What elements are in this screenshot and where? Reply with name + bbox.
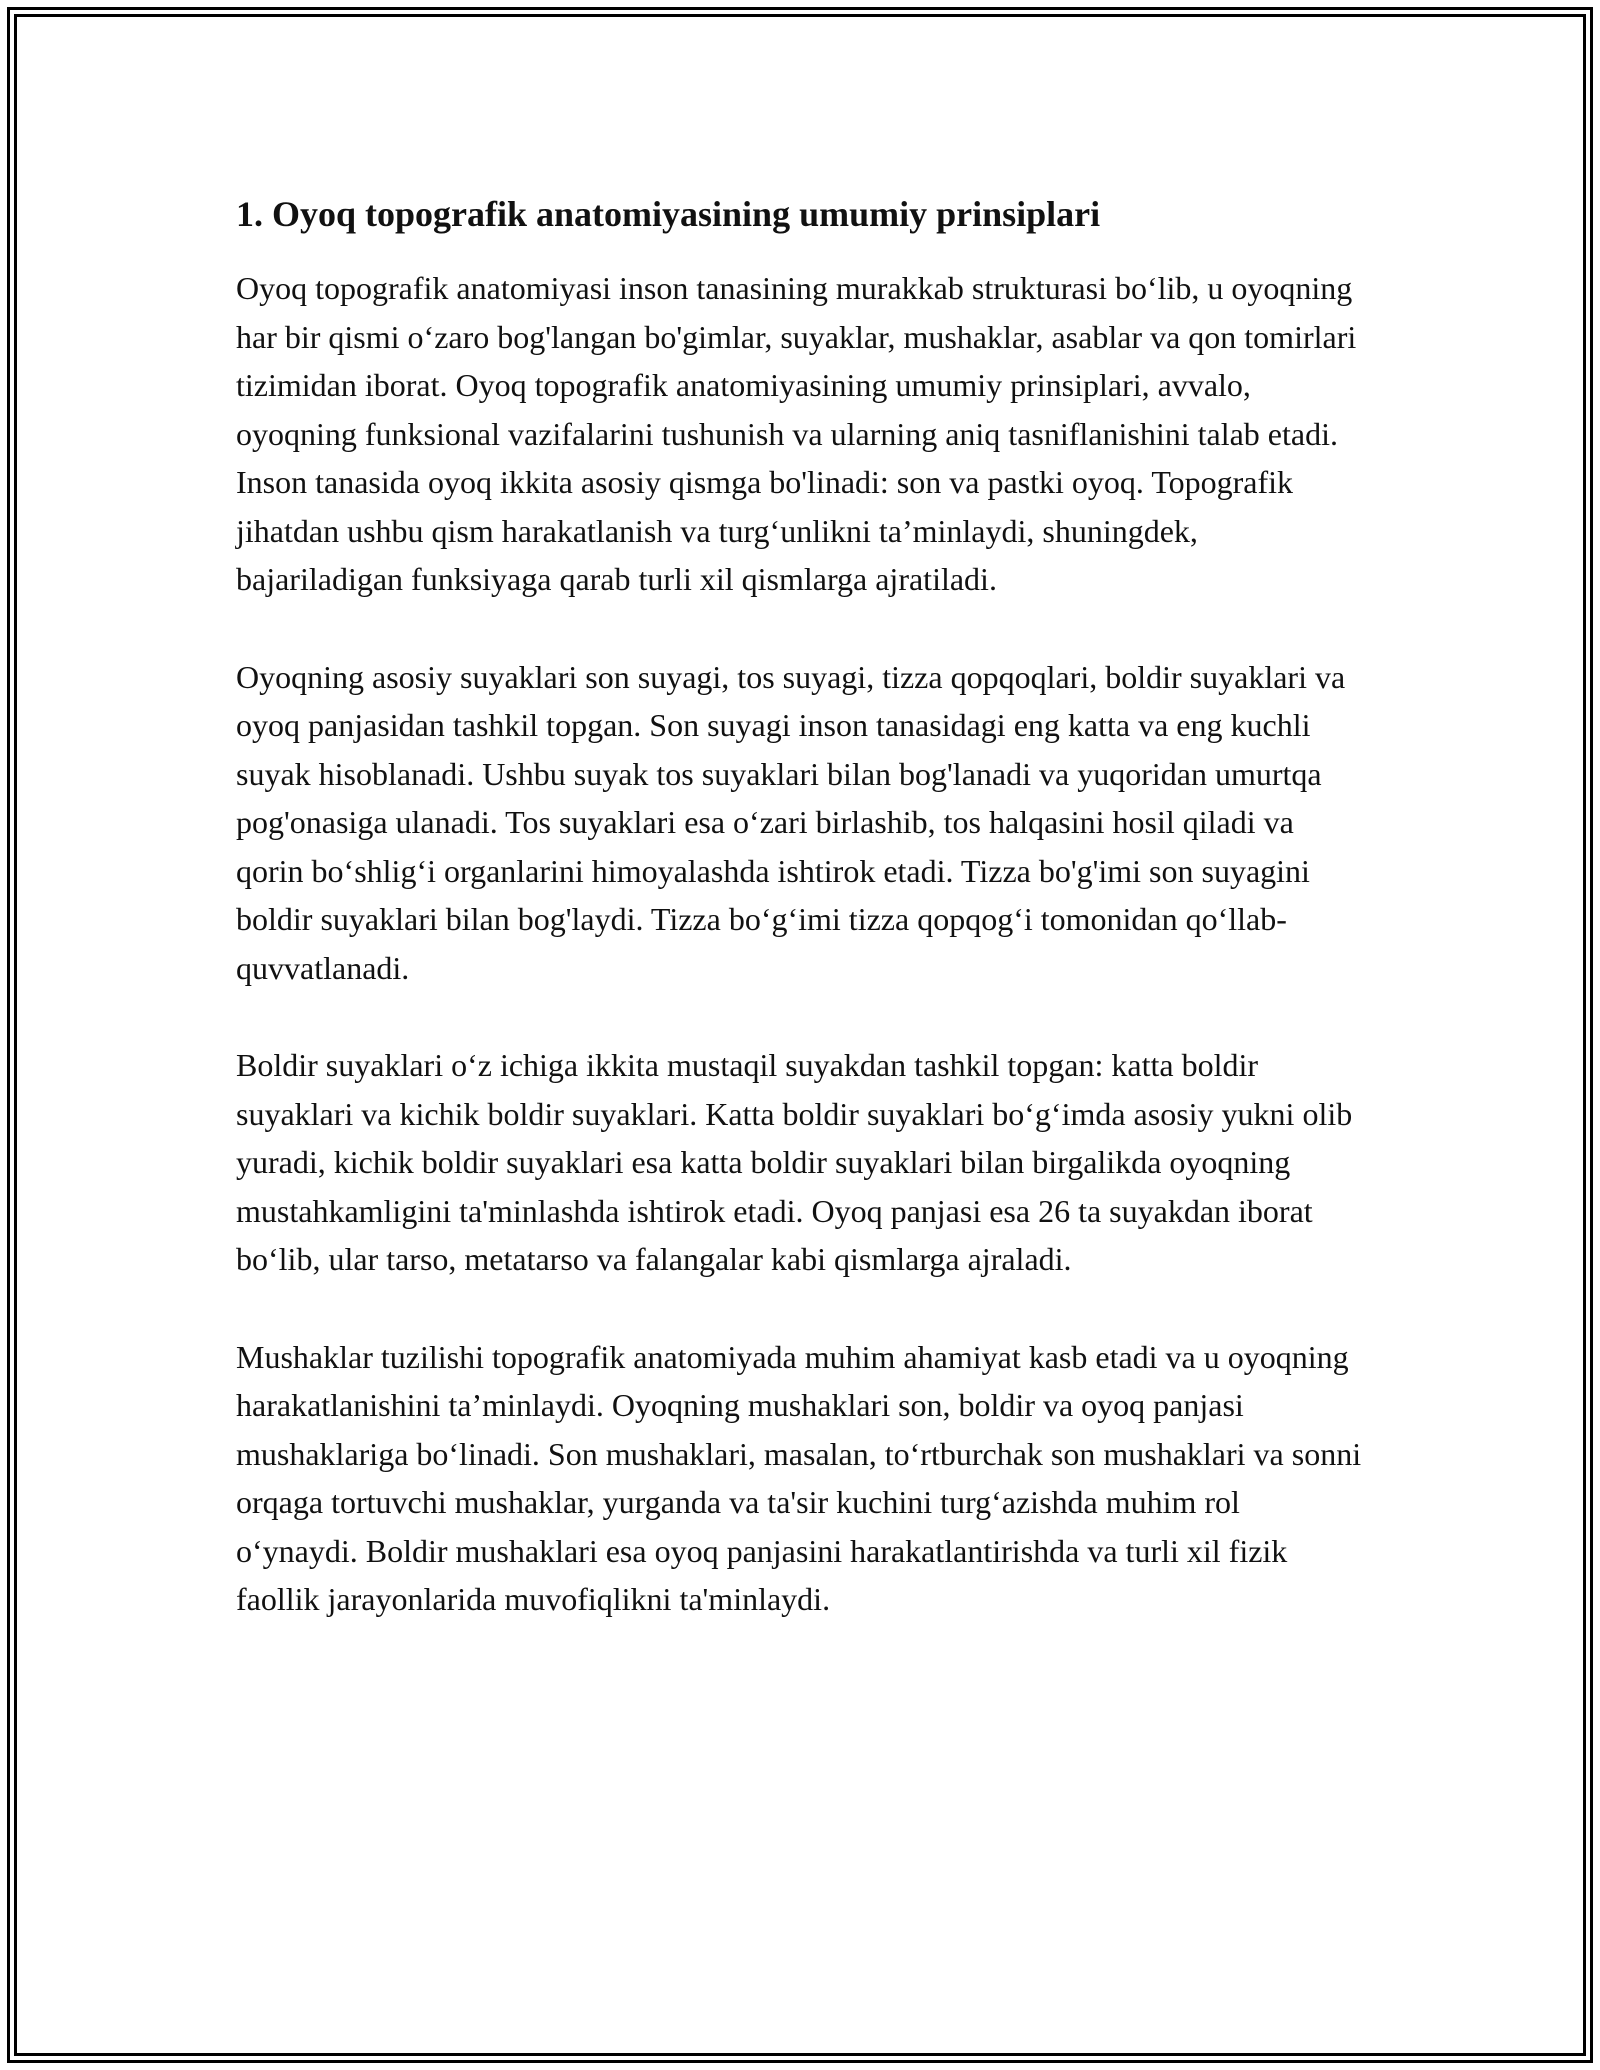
paragraph-3: Boldir suyaklari o‘z ichiga ikkita mustaqil suyakdan tashkil topgan: katta boldir suyaklari va kichik boldir suyaklari. Katta boldir suyaklari bo‘g‘imda asosiy yukni olib yuradi, kichik boldir suyaklari esa katta boldir suyaklari bilan birgalikda oyoqning mustahkamligini ta'minlashda ishtirok etadi. Oyoq panjasi esa 26 ta suyakdan iborat bo‘lib, ular tarso, metatarso va falangalar kabi qismlarga ajraladi.: [236, 1047, 1353, 1277]
document-body: [236, 184, 1366, 1673]
section-heading: 1. Oyoq topografik anatomiyasining umumiy prinsiplari: [236, 194, 1101, 234]
paragraph-2: Oyoqning asosiy suyaklari son suyagi, tos suyagi, tizza qopqoqlari, boldir suyaklari va oyoq panjasidan tashkil topgan. Son suyagi inson tanasidagi eng katta va eng kuchli suyak hisoblanadi. Ushbu suyak tos suyaklari bilan bog'lanadi va yuqoridan umurtqa pog'onasiga ulanadi. Tos suyaklari esa o‘zari birlashib, tos halqasini hosil qiladi va qorin bo‘shlig‘i organlarini himoyalashda ishtirok etadi. Tizza bo'g'imi son suyagini boldir suyaklari bilan bog'laydi. Tizza bo‘g‘imi tizza qopqog‘i tomonidan qo‘llab-quvvatlanadi.: [236, 658, 1346, 986]
paragraph-4: Mushaklar tuzilishi topografik anatomiyada muhim ahamiyat kasb etadi va u oyoqning harakatlanishini ta’minlaydi. Oyoqning mushaklari son, boldir va oyoq panjasi mushaklariga bo‘linadi. Son mushaklari, masalan, to‘rtburchak son mushaklari va sonni orqaga tortuvchi mushaklar, yurganda va ta'sir kuchini turg‘azishda muhim rol o‘ynaydi. Boldir mushaklari esa oyoq panjasini harakatlantirishda va turli xil fizik faollik jarayonlarida muvofiqlikni ta'minlaydi.: [236, 1338, 1362, 1617]
paragraph-1: Oyoq topografik anatomiyasi inson tanasining murakkab strukturasi bo‘lib, u oyoqning har bir qismi o‘zaro bog'langan bo'gimlar, suyaklar, mushaklar, asablar va qon tomirlari tizimidan iborat. Oyoq topografik anatomiyasining umumiy prinsiplari, avvalo, oyoqning funksional vazifalarini tushunish va ularning aniq tasniflanishini talab etadi. Inson tanasida oyoq ikkita asosiy qismga bo'linadi: son va pastki oyoq. Topografik jihatdan ushbu qism harakatlanish va turg‘unlikni ta’minlaydi, shuningdek, bajariladigan funksiyaga qarab turli xil qismlarga ajratiladi.: [236, 270, 1357, 597]
